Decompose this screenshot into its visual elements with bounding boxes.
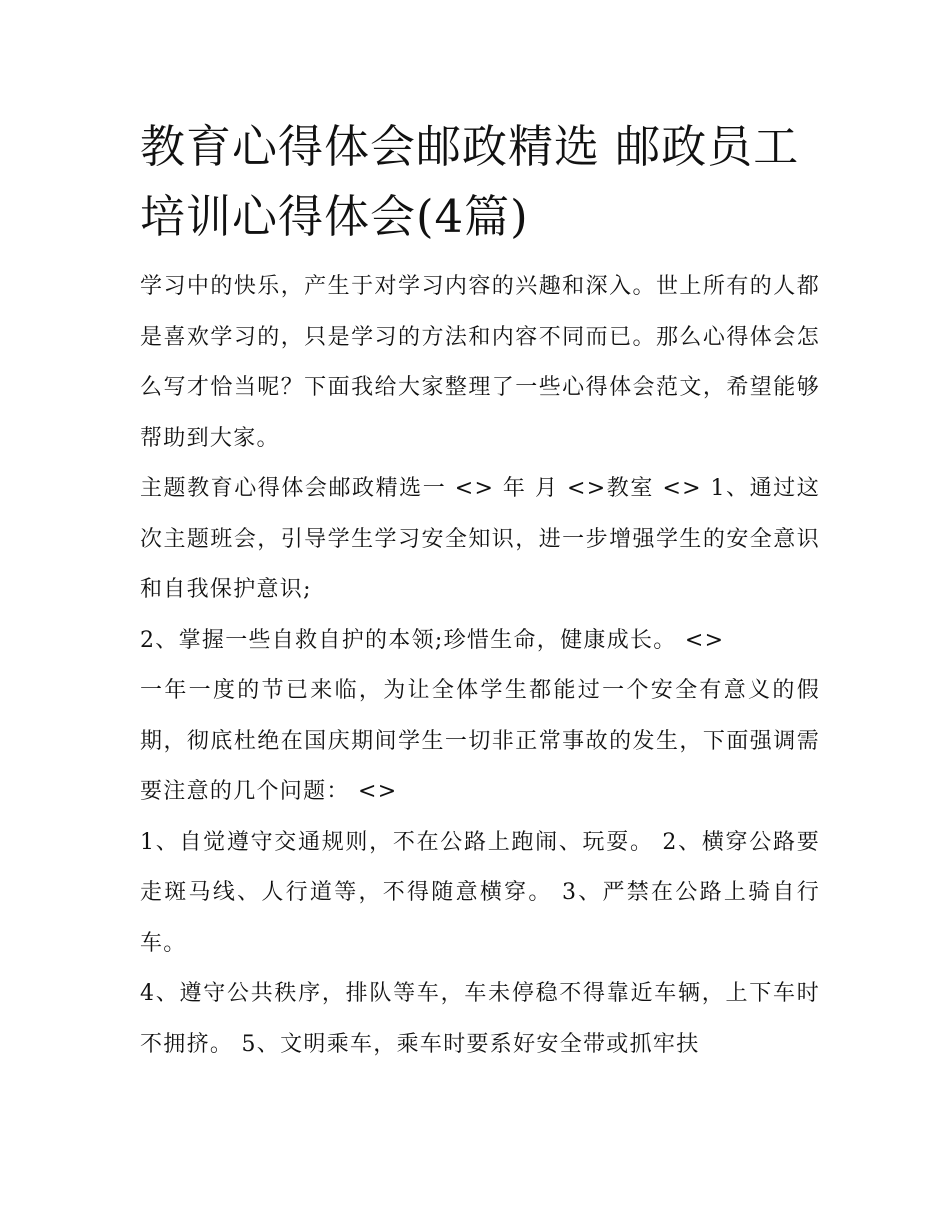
paragraph-self-rescue: 2、掌握一些自救自护的本领;珍惜生命，健康成长。 <> xyxy=(140,627,725,653)
paragraph-holiday: 一年一度的节已来临，为让全体学生都能过一个安全有意义的假期，彻底杜绝在国庆期间学生一切非正常事故的发生，下面强调需要注意的几个问题： <> xyxy=(140,678,820,804)
paragraph-intro: 学习中的快乐，产生于对学习内容的兴趣和深入。世上所有的人都是喜欢学习的，只是学习的方法和内容不同而已。那么心得体会怎么写才恰当呢？下面我给大家整理了一些心得体会范文，希望能够帮助到大家。 xyxy=(140,274,820,451)
document-title: 教育心得体会邮政精选 邮政员工培训心得体会(4篇) xyxy=(140,120,800,243)
paragraph-public-order: 4、遵守公共秩序，排队等车，车未停稳不得靠近车辆，上下车时不拥挤。 5、文明乘车，乘车时要系好安全带或抓牢扶 xyxy=(140,981,820,1057)
paragraph-theme: 主题教育心得体会邮政精选一 <> 年 月 <>教室 <> 1、通过这次主题班会，引导学生学习安全知识，进一步增强学生的安全意识和自我保护意识; xyxy=(140,476,820,602)
document-page xyxy=(140,112,820,1070)
paragraph-traffic-rules: 1、自觉遵守交通规则，不在公路上跑闹、玩耍。 2、横穿公路要走斑马线、人行道等，不得随意横穿。 3、严禁在公路上骑自行车。 xyxy=(140,829,820,956)
